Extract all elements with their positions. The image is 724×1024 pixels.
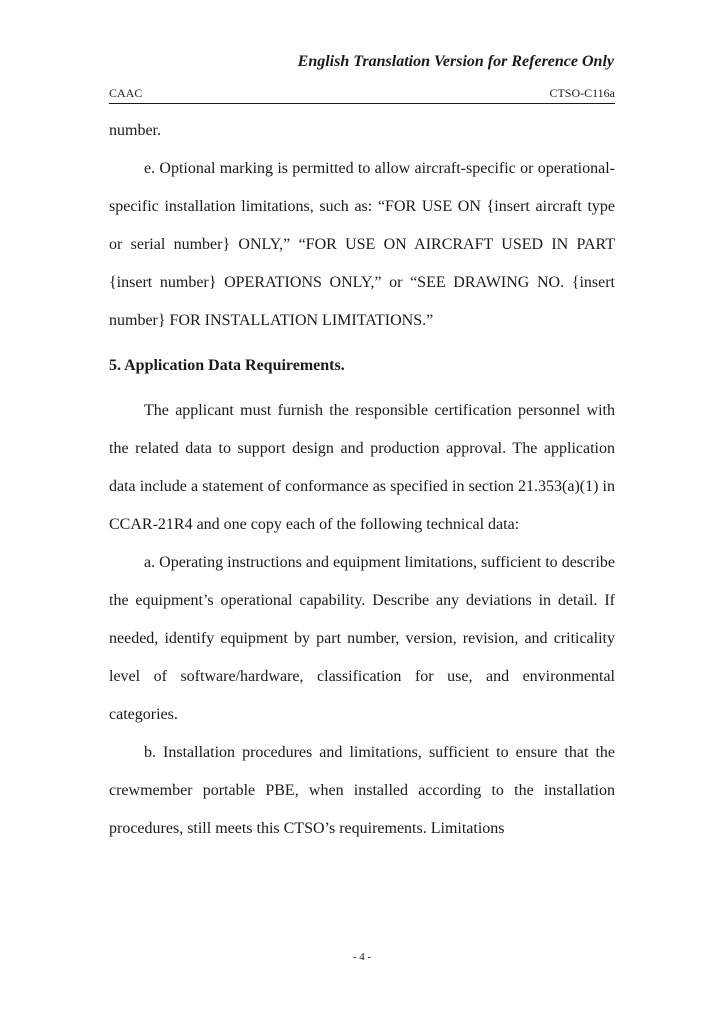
header-agency: CAAC — [109, 86, 143, 100]
paragraph-a-operating-instructions: a. Operating instructions and equipment limitations, sufficient to describe the equipment’s operational capability. Describe any deviations in detail. If needed, identify equipment by part number, version, revision, and criticality level of software/hardware, classification for use, and environmental categories. — [109, 554, 615, 723]
document-body — [109, 112, 615, 848]
section-heading: 5. Application Data Requirements. — [109, 357, 345, 374]
page-number: - 4 - — [352, 951, 372, 963]
continued-paragraph: number. — [109, 122, 161, 139]
paragraph-application-data-intro: The applicant must furnish the responsible certification personnel with the related data to support design and production approval. The application data include a statement of conformance as specified in section 21.353(a)(1) in CCAR-21R4 and one copy each of the following technical data: — [109, 402, 615, 533]
paragraph-b-installation-procedures: b. Installation procedures and limitations, sufficient to ensure that the crewmember portable PBE, when installed according to the installation procedures, still meets this CTSO’s requirements. Limitations — [109, 744, 615, 837]
header-document-id: CTSO-C116a — [549, 86, 615, 100]
running-header — [109, 86, 615, 104]
paragraph-e-optional-marking: e. Optional marking is permitted to allow aircraft-specific or operational-specific installation limitations, such as: “FOR USE ON {insert aircraft type or serial number} ONLY,” “FOR USE ON AIRCRAFT USED IN PART {insert number} OPERATIONS ONLY,” or “SEE DRAWING NO. {insert number} FOR INSTALLATION LIMITATIONS.” — [109, 160, 615, 329]
translation-banner: English Translation Version for Reference Only — [297, 53, 614, 70]
